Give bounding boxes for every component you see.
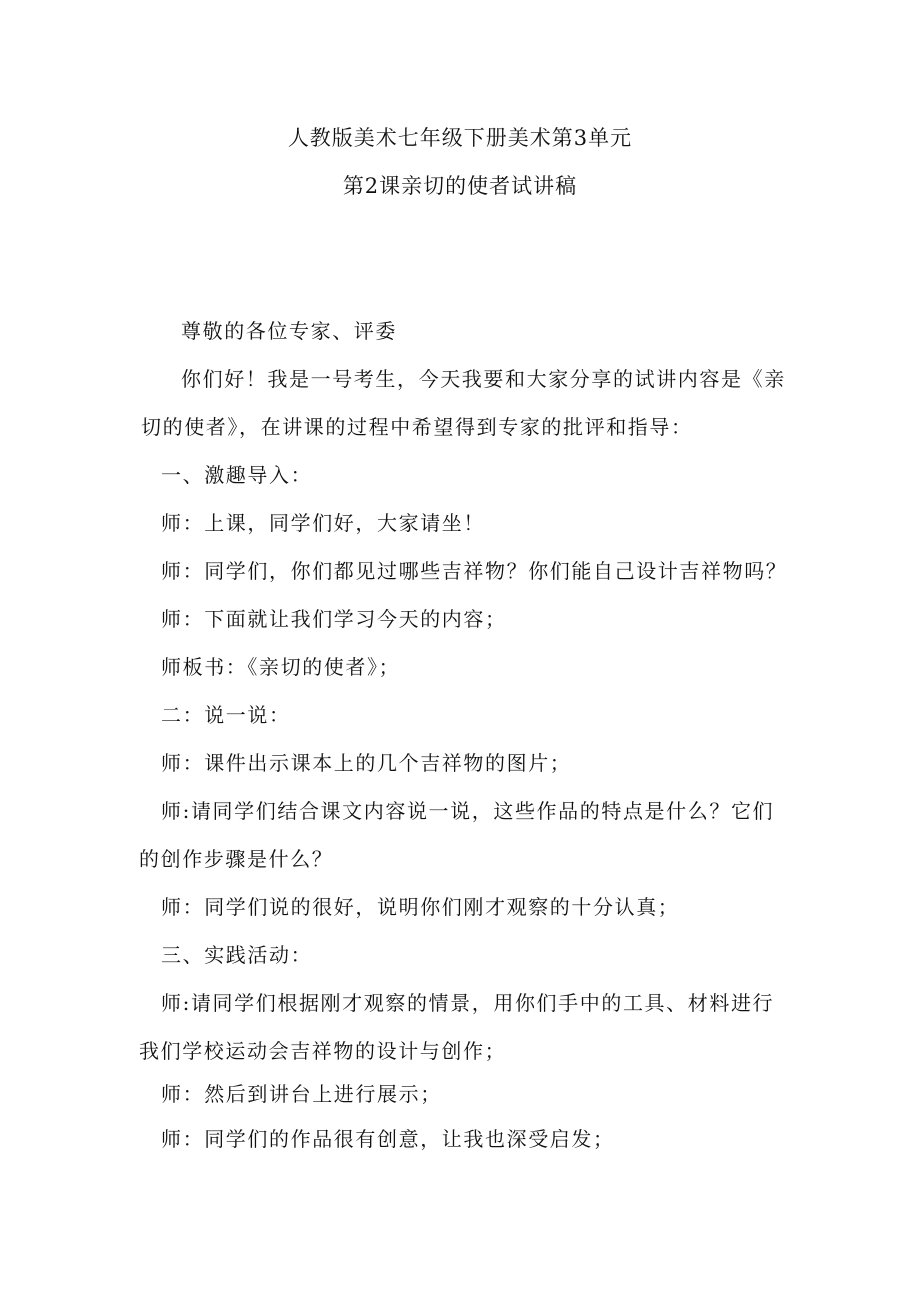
script-line: 师：同学们，你们都见过哪些吉祥物？你们能自己设计吉祥物吗？	[161, 559, 788, 583]
intro-paragraph-line: 你们好！我是一号考生，今天我要和大家分享的试讲内容是《亲	[181, 367, 786, 391]
greeting-line: 尊敬的各位专家、评委	[181, 319, 397, 343]
section-heading: 一、激趣导入：	[161, 463, 313, 487]
script-line: 师：同学们说的很好，说明你们刚才观察的十分认真；	[161, 895, 680, 919]
script-line: 师板书：《亲切的使者》；	[161, 655, 401, 679]
script-line: 师：同学们的作品很有创意，让我也深受启发；	[161, 1127, 615, 1151]
document-title: 人教版美术七年级下册美术第3单元	[287, 126, 633, 150]
script-line: 师：课件出示课本上的几个吉祥物的图片；	[161, 751, 572, 775]
script-line: 师:请同学们结合课文内容说一说，这些作品的特点是什么？它们	[161, 799, 775, 823]
script-line: 师：下面就让我们学习今天的内容；	[161, 607, 507, 631]
section-heading: 三、实践活动：	[161, 943, 313, 967]
script-line: 师:请同学们根据刚才观察的情景，用你们手中的工具、材料进行	[161, 991, 775, 1015]
document-subtitle: 第2课亲切的使者试讲稿	[342, 174, 578, 198]
section-heading: 二：说一说：	[161, 703, 291, 727]
script-line: 我们学校运动会吉祥物的设计与创作；	[139, 1039, 507, 1063]
script-line: 师：上课，同学们好，大家请坐！	[161, 511, 485, 535]
script-line: 师：然后到讲台上进行展示；	[161, 1082, 442, 1106]
intro-paragraph-line: 切的使者》，在讲课的过程中希望得到专家的批评和指导：	[141, 415, 693, 439]
script-line: 的创作步骤是什么？	[139, 847, 334, 871]
